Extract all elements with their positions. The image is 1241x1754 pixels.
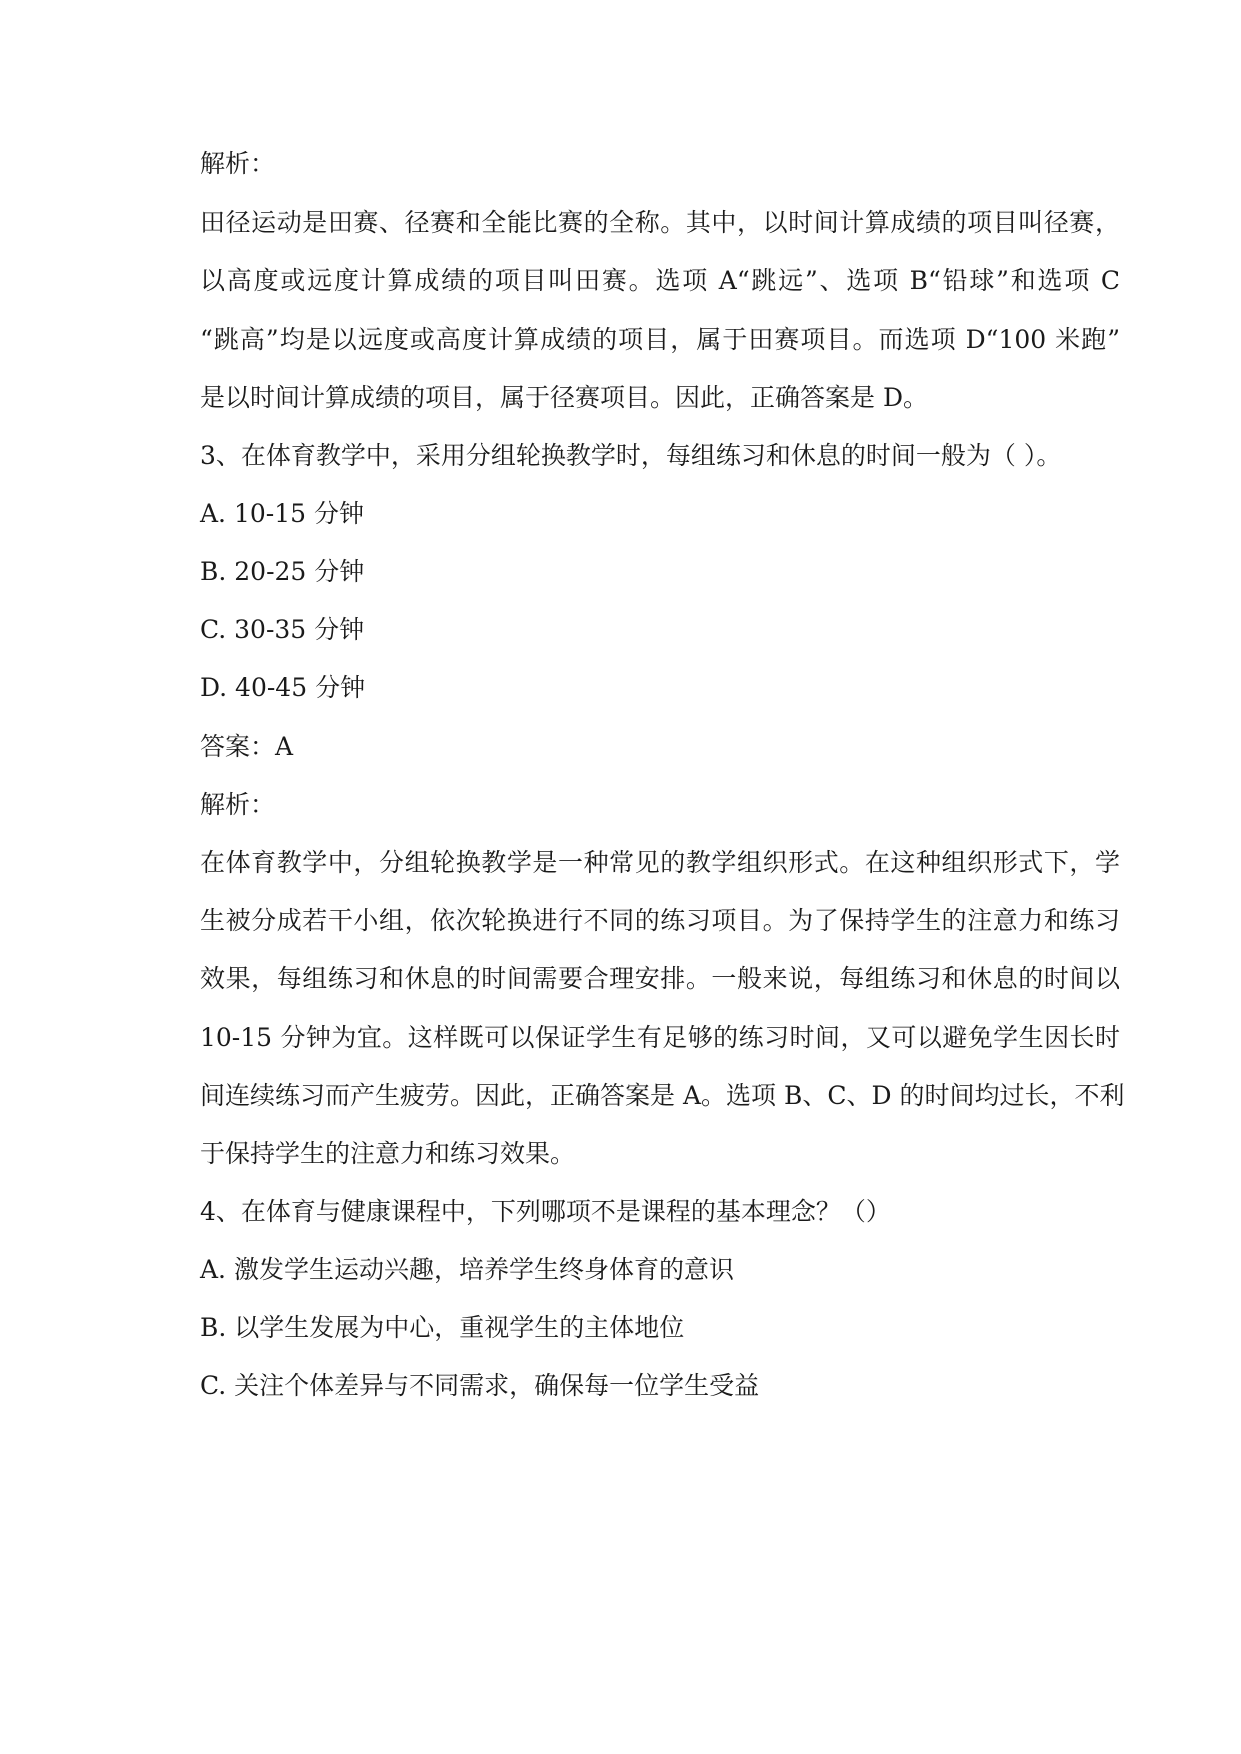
analysis-line: 田径运动是田赛、径赛和全能比赛的全称。其中，以时间计算成绩的项目叫径赛， (200, 208, 1120, 237)
question-4-option-c: C. 关注个体差异与不同需求，确保每一位学生受益 (200, 1371, 760, 1400)
analysis-label-prev: 解析： (200, 149, 276, 178)
question-4-stem: 4、在体育与健康课程中，下列哪项不是课程的基本理念？（） (200, 1197, 891, 1226)
question-4-option-a: A. 激发学生运动兴趣，培养学生终身体育的意识 (200, 1255, 734, 1284)
analysis-line: “跳高”均是以远度或高度计算成绩的项目，属于田赛项目。而选项 D“100 米跑” (200, 325, 1120, 354)
question-4-option-b: B. 以学生发展为中心，重视学生的主体地位 (200, 1313, 685, 1342)
analysis-line: 于保持学生的注意力和练习效果。 (200, 1139, 576, 1168)
question-3-analysis-label: 解析： (200, 790, 276, 819)
analysis-line: 生被分成若干小组，依次轮换进行不同的练习项目。为了保持学生的注意力和练习 (200, 906, 1120, 935)
question-3-option-a: A. 10-15 分钟 (200, 499, 364, 528)
question-3-answer: 答案：A (200, 732, 294, 761)
question-3-option-c: C. 30-35 分钟 (200, 615, 365, 644)
analysis-line: 在体育教学中，分组轮换教学是一种常见的教学组织形式。在这种组织形式下，学 (200, 848, 1120, 877)
analysis-line: 是以时间计算成绩的项目，属于径赛项目。因此，正确答案是 D。 (200, 383, 928, 412)
analysis-line: 以高度或远度计算成绩的项目叫田赛。选项 A“跳远”、选项 B“铅球”和选项 C (200, 266, 1120, 295)
question-3-option-b: B. 20-25 分钟 (200, 557, 365, 586)
analysis-line: 效果，每组练习和休息的时间需要合理安排。一般来说，每组练习和休息的时间以 (200, 964, 1120, 993)
analysis-line: 10-15 分钟为宜。这样既可以保证学生有足够的练习时间，又可以避免学生因长时 (200, 1023, 1120, 1052)
question-3-option-d: D. 40-45 分钟 (200, 673, 366, 702)
question-3-stem: 3、在体育教学中，采用分组轮换教学时，每组练习和休息的时间一般为（ ）。 (200, 441, 1062, 470)
analysis-line: 间连续练习而产生疲劳。因此，正确答案是 A。选项 B、C、D 的时间均过长，不利 (200, 1081, 1125, 1110)
